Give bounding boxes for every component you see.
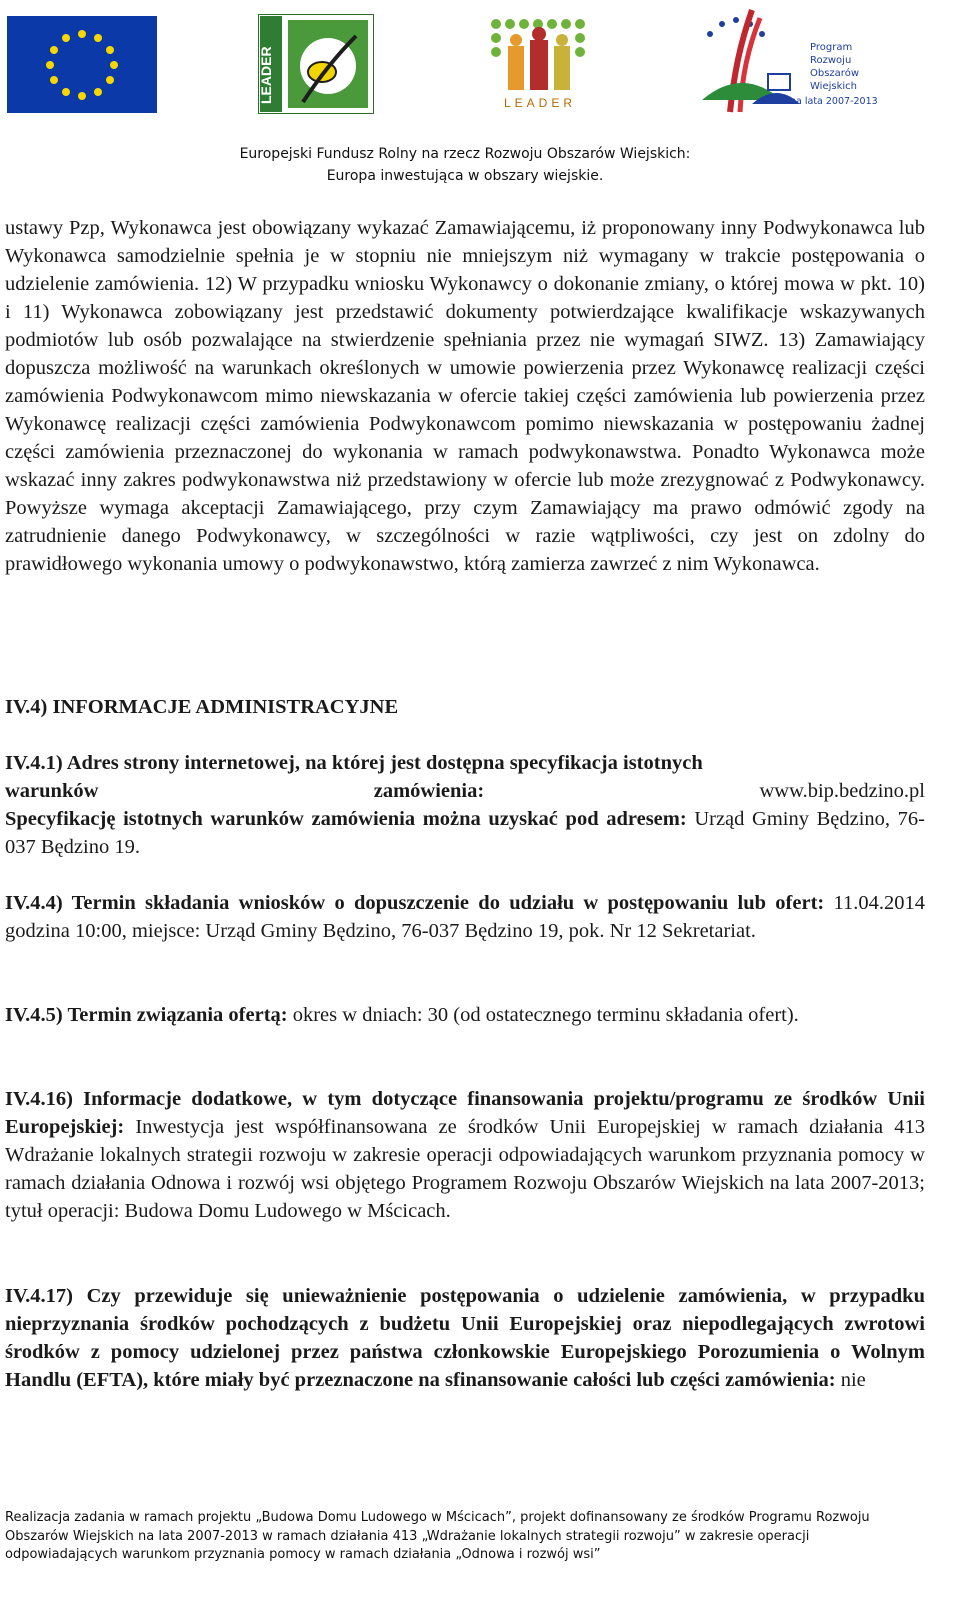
fund-line-1: Europejski Fundusz Rolny na rzecz Rozwoju Obszarów Wiejskich: [239, 146, 691, 162]
leader-tree-icon [258, 14, 374, 114]
item-iv-4-5 [5, 1001, 925, 1029]
item5-label: IV.4.17) Czy przewiduje się unieważnienie postępowania o udzielenie zamówienia, w przypadku nieprzyznania środków pochodzących z budżetu Unii Europejskiej oraz niepodlegających zwrotowi środków z pomocy udzielonej przez państwa członkowskie Europejskiego Porozumienia o Wolnym Handlu (EFTA), które miały być przeznaczone na sfinansowanie całości lub części zamówienia: [5, 1285, 925, 1391]
item1-spec-value: Urząd Gminy Będzino, 76-037 Będzino 19. [5, 808, 926, 858]
item1-url: www.bip.bedzino.pl [759, 780, 925, 802]
item2-label: IV.4.4) Termin składania wniosków o dopuszczenie do udziału w postępowaniu lub ofert: [5, 892, 825, 914]
eu-flag-icon [7, 16, 157, 113]
footer-line-1: Realizacja zadania w ramach projektu „Budowa Domu Ludowego w Mścicach”, projekt dofinansowany ze środków Programu Rozwoju [5, 1510, 870, 1525]
item-iv-4-1 [5, 749, 925, 861]
item2-value: 11.04.2014 godzina 10:00, miejsce: Urząd Gminy Będzino, 76-037 Będzino 19, pok. Nr 12 Sekretariat. [5, 892, 926, 942]
item1-spec [5, 805, 925, 861]
item1-label-line1: IV.4.1) Adres strony internetowej, na której jest dostępna specyfikacja istotnych [5, 752, 703, 774]
item-iv-4-17 [5, 1282, 925, 1394]
footer-line-2: Obszarów Wiejskich na lata 2007-2013 w ramach działania 413 „Wdrażanie lokalnych strategii rozwoju” w zakresie operacji [5, 1528, 810, 1544]
page-header [0, 0, 960, 195]
item4-label: IV.4.16) Informacje dodatkowe, w tym dotyczące finansowania projektu/programu ze środków Unii Europejskiej: [5, 1088, 925, 1138]
item3-value: okres w dniach: 30 (od ostatecznego terminu składania ofert). [292, 1004, 799, 1026]
item4-value: Inwestycja jest współfinansowana ze środków Unii Europejskiej w ramach działania 413 Wdrażanie lokalnych strategii rozwoju w zakresie operacji odpowiadających warunkom przyznania pomocy w ramach działania Odnowa i rozwój wsi objętego Programem Rozwoju Obszarów Wiejskich na lata 2007-2013; tytuł operacji: Budowa Domu Ludowego w Mścicach. [5, 1116, 926, 1222]
item5-value: nie [840, 1369, 866, 1391]
intro-paragraph [5, 214, 925, 578]
footer-line-3: odpowiadających warunkom przyznania pomocy w ramach działania „Odnowa i rozwój wsi” [5, 1547, 601, 1562]
prow-logo-icon [682, 4, 892, 116]
item1-label-w2: zamówienia: [373, 780, 485, 802]
item1-spec-label: Specyfikację istotnych warunków zamówienia można uzyskać pod adresem: [5, 808, 687, 830]
fund-line-2: Europa inwestująca w obszary wiejskie. [326, 168, 604, 184]
leader-people-icon [486, 14, 594, 114]
prow-line4: Wiejskich [810, 81, 857, 92]
item3-label: IV.4.5) Termin związania ofertą: [5, 1004, 288, 1026]
leader1-text: LEADER [258, 46, 274, 104]
prow-line2: Rozwoju [810, 55, 852, 66]
item1-label-w1: warunków [5, 780, 99, 802]
item-iv-4-4 [5, 889, 925, 945]
intro-paragraph-text: ustawy Pzp, Wykonawca jest obowiązany wykazać Zamawiającemu, iż proponowany inny Podwykonawca lub Wykonawca samodzielnie spełnia je w stopniu nie mniejszym niż wymagany w trakcie postępowania o udzielenie zamówienia. 12) W przypadku wniosku Wykonawcy o dokonanie zmiany, o której mowa w pkt. 10) i 11) Wykonawca zobowiązany jest przedstawić dokumenty potwierdzające kwalifikacje wskazywanych podmiotów lub osób pozwalające na stwierdzenie spełniania przez nie wymagań SIWZ. 13) Zamawiający dopuszcza możliwość na warunkach określonych w umowie powierzenia przez Wykonawcę realizacji części zamówienia Podwykonawcom mimo niewskazania w ofercie takiej części zamówienia lub powierzenia przez Wykonawcę realizacji części zamówienia Podwykonawcom pomimo niewskazania w postępowaniu żadnej części zamówienia przeznaczonej do wykonania w ramach podwykonawstwa. Ponadto Wykonawca może wskazać inny zakres podwykonawstwa niż przedstawiony w ofercie lub może zrezygnować z Podwykonawcy. Powyższe wymaga akceptacji Zamawiającego, przy czym Zamawiający ma prawo odmówić zgody na zatrudnienie danego Podwykonawcy, w szczególności w razie wątpliwości, czy jest on zdolny do prawidłowego wykonania umowy o podwykonawstwo, którą zamierza zawrzeć z nim Wykonawca. [5, 217, 925, 575]
prow-line5: na lata 2007-2013 [790, 96, 878, 107]
page-footer [5, 1509, 935, 1565]
item1-label-line2 [5, 777, 925, 805]
section-title: IV.4) INFORMACJE ADMINISTRACYJNE [5, 696, 399, 718]
prow-line3: Obszarów [810, 68, 859, 79]
prow-line1: Program [810, 42, 853, 53]
leader2-text: LEADER [503, 96, 577, 110]
item-iv-4-16 [5, 1085, 925, 1225]
